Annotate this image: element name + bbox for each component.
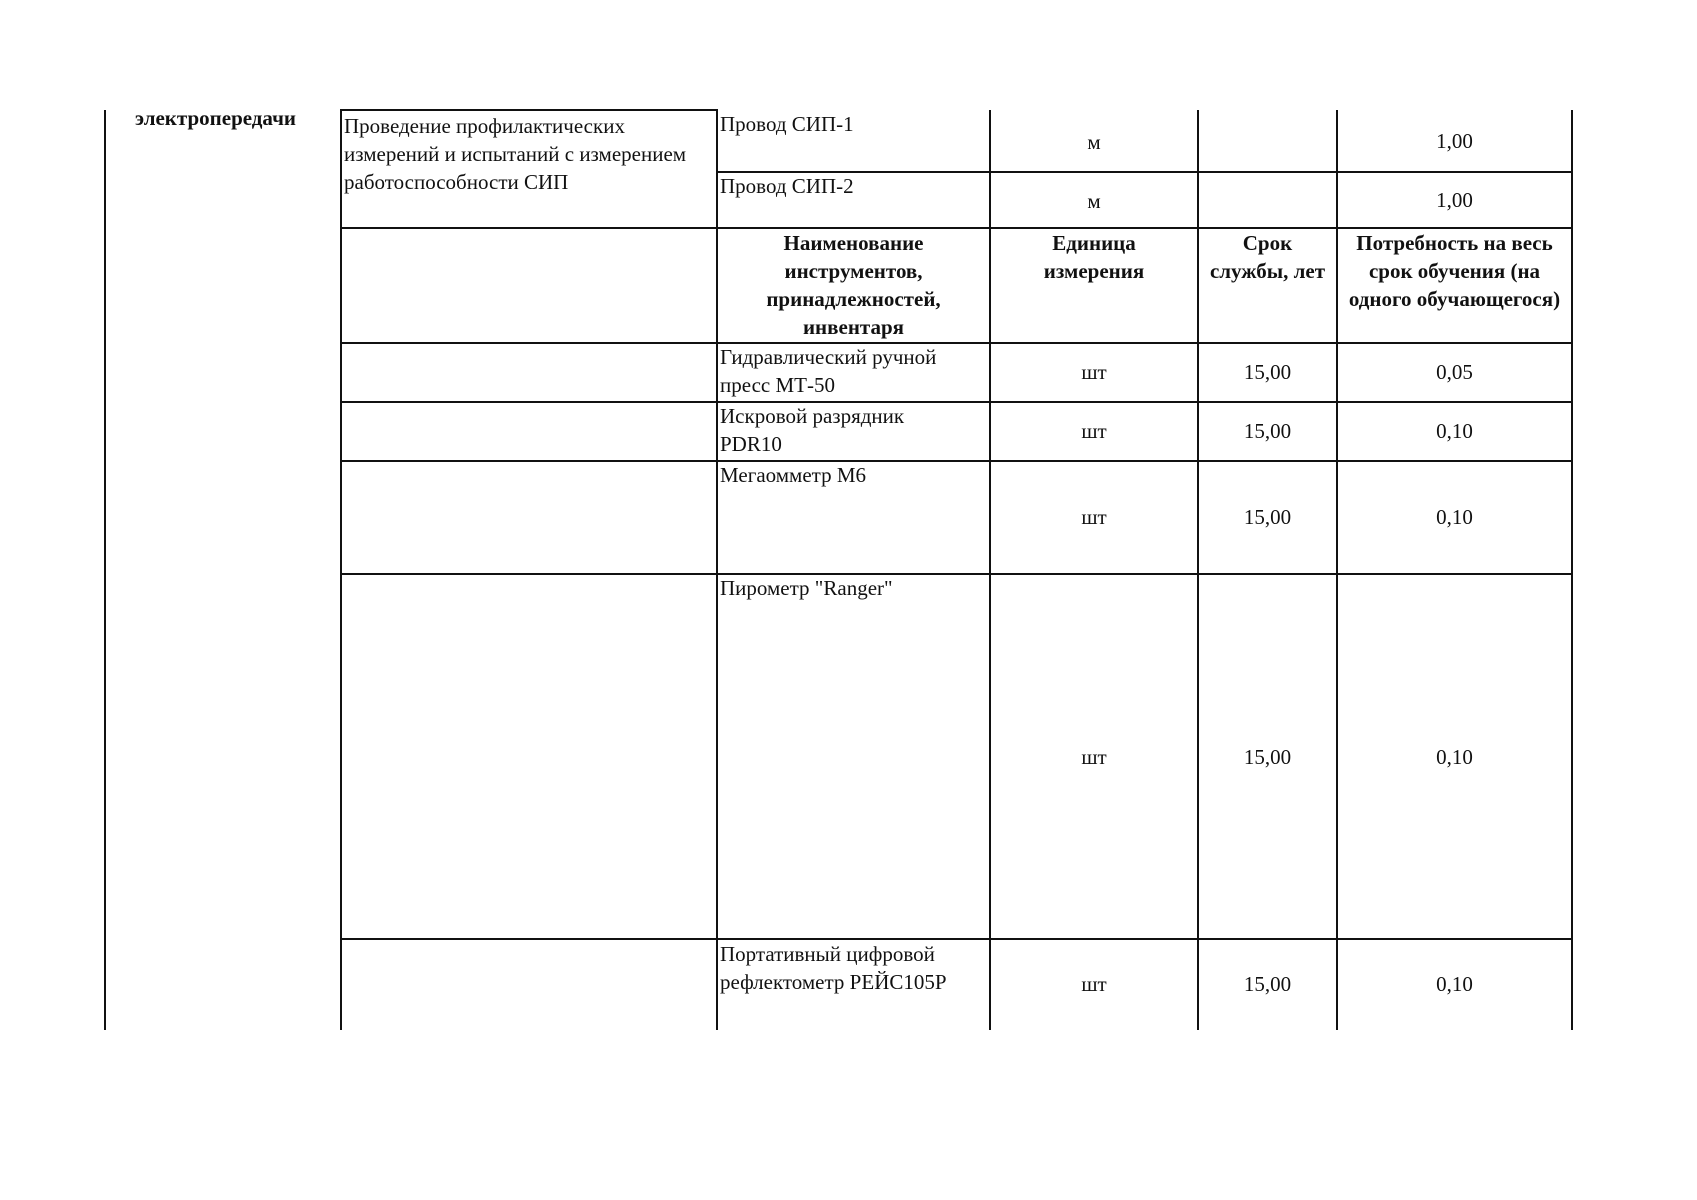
tool-need: 0,05 xyxy=(1436,360,1473,384)
header-unit-line: Единица xyxy=(1052,231,1136,255)
tool-need: 0,10 xyxy=(1436,745,1473,769)
row-line-tool-4 xyxy=(340,938,1573,940)
section-label: электропередачи xyxy=(135,106,297,130)
tool-unit: шт xyxy=(1081,419,1107,443)
material-name: Провод СИП-1 xyxy=(720,112,854,136)
tool-name-line: Мегаомметр М6 xyxy=(720,463,867,487)
header-need xyxy=(1338,229,1571,313)
tool-life: 15,00 xyxy=(1243,419,1292,443)
tool-name-line: рефлектометр РЕЙС105Р xyxy=(720,970,947,994)
tool-name-line: PDR10 xyxy=(720,432,782,456)
tool-unit: шт xyxy=(1081,505,1107,529)
row-line-tool-3 xyxy=(340,573,1573,575)
tool-life: 15,00 xyxy=(1243,360,1292,384)
procedure-line-3: работоспособности СИП xyxy=(344,170,569,194)
header-unit xyxy=(991,229,1197,285)
row-line-header-bottom xyxy=(340,342,1573,344)
material-unit: м xyxy=(1087,130,1101,154)
row-line-top-procedure xyxy=(340,109,718,111)
tool-need: 0,10 xyxy=(1436,505,1473,529)
material-need: 1,00 xyxy=(1436,188,1473,212)
col-line-1 xyxy=(340,110,342,1030)
header-need-line: срок обучения (на xyxy=(1368,259,1541,283)
header-life-line: службы, лет xyxy=(1209,259,1326,283)
header-need-line: одного обучающегося) xyxy=(1348,287,1561,311)
header-name-line: инструментов, xyxy=(784,259,923,283)
procedure-line-1: Проведение профилактических xyxy=(344,114,625,138)
border-left xyxy=(104,110,106,1030)
material-need: 1,00 xyxy=(1436,129,1473,153)
tool-unit: шт xyxy=(1081,972,1107,996)
header-name-line: Наименование xyxy=(783,231,924,255)
tool-name-line: Пирометр "Ranger" xyxy=(720,576,893,600)
procedure-line-2: измерений и испытаний с измерением xyxy=(344,142,687,166)
header-unit-line: измерения xyxy=(1043,259,1145,283)
header-name-line: принадлежностей, xyxy=(766,287,941,311)
header-life xyxy=(1199,229,1336,285)
tool-need: 0,10 xyxy=(1436,972,1473,996)
tool-need: 0,10 xyxy=(1436,419,1473,443)
header-name-line: инвентаря xyxy=(802,315,905,339)
tool-name-line: Гидравлический ручной xyxy=(720,345,937,369)
tool-life: 15,00 xyxy=(1243,972,1292,996)
tool-name-line: пресс МТ-50 xyxy=(720,373,835,397)
tool-name-line: Портативный цифровой xyxy=(720,942,935,966)
material-unit: м xyxy=(1087,189,1101,213)
row-line-tool-2 xyxy=(340,460,1573,462)
material-name: Провод СИП-2 xyxy=(720,174,854,198)
header-name xyxy=(718,229,989,341)
tool-unit: шт xyxy=(1081,745,1107,769)
tool-name-line: Искровой разрядник xyxy=(720,404,905,428)
tool-life: 15,00 xyxy=(1243,745,1292,769)
border-right xyxy=(1571,110,1573,1030)
row-line-tool-1 xyxy=(340,401,1573,403)
tool-life: 15,00 xyxy=(1243,505,1292,529)
header-need-line: Потребность на весь xyxy=(1356,231,1553,255)
header-life-line: Срок xyxy=(1242,231,1293,255)
tool-unit: шт xyxy=(1081,360,1107,384)
